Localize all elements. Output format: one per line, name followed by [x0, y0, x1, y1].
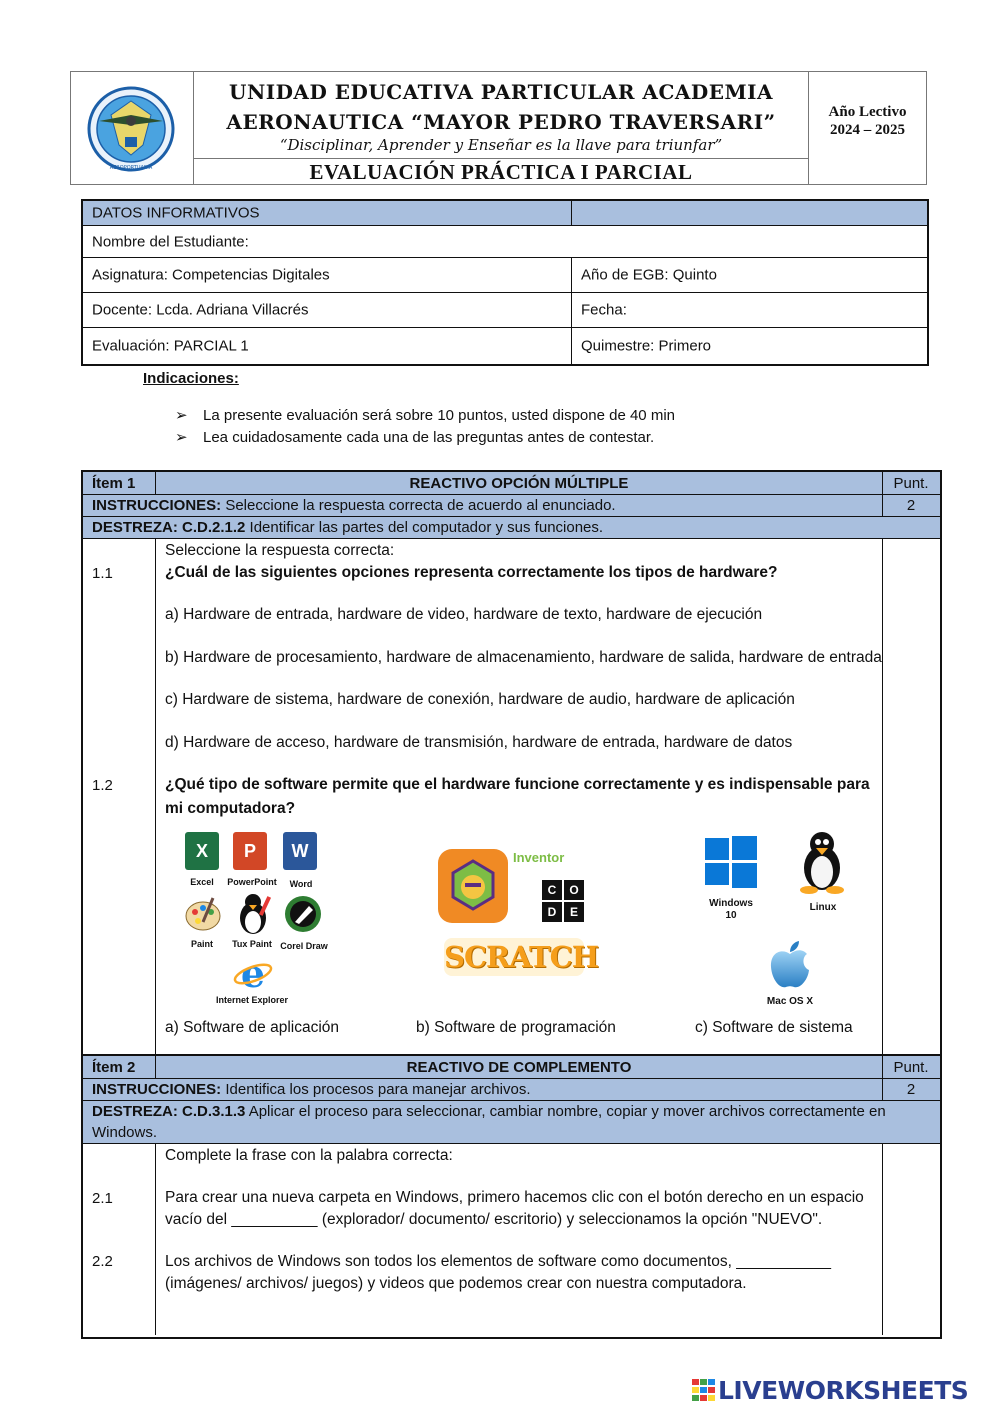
- mac-apple-icon: [768, 940, 812, 990]
- indication-item: ➢ Lea cuidadosamente cada una de las preguntas antes de contestar.: [175, 429, 655, 446]
- evaluation-row: [83, 328, 927, 364]
- student-name-field[interactable]: Nombre del Estudiante:: [92, 233, 249, 250]
- item2-title: REACTIVO DE COMPLEMENTO: [406, 1059, 632, 1076]
- item2-label: Ítem 2: [92, 1059, 136, 1076]
- school-name-line2: AERONAUTICA “MAYOR PEDRO TRAVERSARI”: [226, 110, 776, 134]
- item2-instructions: Identifica los procesos para manejar archivos.: [221, 1081, 531, 1098]
- document-header: [70, 71, 927, 185]
- evaluation-value: Evaluación: PARCIAL 1: [92, 337, 249, 355]
- school-name-line1: UNIDAD EDUCATIVA PARTICULAR ACADEMIA: [229, 80, 773, 104]
- question-number: 1.2: [92, 777, 113, 794]
- item1-intro: Seleccione la respuesta correcta:: [165, 542, 395, 559]
- subject-value: Asignatura: Competencias Digitales: [92, 266, 330, 284]
- teacher-row: [83, 293, 927, 328]
- evaluation-title: EVALUACIÓN PRÁCTICA I PARCIAL: [194, 158, 808, 185]
- student-name-row[interactable]: [83, 226, 927, 258]
- item1-table: [81, 470, 942, 1056]
- destreza-label: DESTREZA: C.D.3.1.3: [92, 1103, 246, 1120]
- term-value: Quimestre: Primero: [581, 337, 712, 355]
- app-inventor-icon: [438, 849, 508, 923]
- question-2-2-line1[interactable]: Los archivos de Windows son todos los elementos de software como documentos, ___________: [165, 1253, 832, 1270]
- option-1-1-c[interactable]: c) Hardware de sistema, hardware de conexión, hardware de audio, hardware de aplicación: [165, 691, 795, 708]
- school-motto: “Disciplinar, Aprender y Enseñar es la llave para triunfar”: [279, 136, 723, 154]
- windows-label: Windows: [709, 898, 753, 909]
- linux-label: Linux: [809, 902, 837, 913]
- windows-icon: [705, 836, 757, 888]
- item1-punt-label: Punt.: [893, 475, 929, 492]
- instructions-label: INSTRUCCIONES:: [92, 1081, 222, 1098]
- inventor-label: Inventor: [513, 850, 565, 865]
- item2-table: [81, 1056, 942, 1339]
- tux-paint-icon: [233, 892, 273, 936]
- teacher-value: Docente: Lcda. Adriana Villacrés: [92, 301, 309, 319]
- powerpoint-icon: P: [233, 832, 267, 870]
- question-number: 2.2: [92, 1253, 113, 1270]
- arrow-bullet-icon: ➢: [175, 429, 188, 446]
- item2-destreza: Aplicar el proceso para seleccionar, cambiar nombre, copiar y mover archivos correctamente en: [245, 1103, 886, 1120]
- item2-destreza-row: [83, 1101, 940, 1144]
- word-label: Word: [289, 879, 313, 889]
- grade-value: Año de EGB: Quinto: [581, 266, 717, 284]
- word-icon: W: [283, 832, 317, 870]
- item2-instructions-row: [83, 1079, 940, 1101]
- destreza-code: : C.D.2.1.2: [172, 519, 246, 536]
- excel-icon: X: [185, 832, 219, 870]
- mac-label: Mac OS X: [766, 996, 814, 1007]
- corel-draw-label: Corel Draw: [280, 941, 328, 951]
- option-1-2-a[interactable]: a) Software de aplicación: [165, 1019, 340, 1036]
- powerpoint-label: PowerPoint: [227, 877, 277, 887]
- internet-explorer-label: Internet Explorer: [215, 995, 289, 1005]
- question-1-2-line1: ¿Qué tipo de software permite que el hardware funcione correctamente y es indispensable para: [165, 776, 870, 793]
- item1-points: 2: [906, 497, 916, 514]
- paint-label: Paint: [190, 939, 213, 949]
- option-1-1-d[interactable]: d) Hardware de acceso, hardware de transmisión, hardware de entrada, hardware de datos: [165, 734, 793, 751]
- item2-destreza-line2: Windows.: [92, 1124, 158, 1141]
- item2-header-row: [83, 1056, 940, 1079]
- option-1-1-b[interactable]: b) Hardware de procesamiento, hardware de almacenamiento, hardware de salida, hardware de entrada: [165, 649, 882, 666]
- item1-header-row: [83, 472, 940, 495]
- option-1-2-b[interactable]: b) Software de programación: [416, 1019, 616, 1036]
- svg-text:e: e: [240, 954, 266, 992]
- indication-item: ➢ La presente evaluación será sobre 10 puntos, usted dispone de 40 min: [175, 407, 675, 424]
- question-1-2-line2: mi computadora?: [165, 800, 296, 817]
- student-info-table: [81, 199, 929, 366]
- item1-destreza-row: [83, 517, 940, 539]
- item2-points: 2: [906, 1081, 916, 1098]
- question-number: 1.1: [92, 565, 113, 582]
- info-section-header: [83, 201, 927, 226]
- programming-software-image: [438, 842, 598, 992]
- school-year-cell: [809, 72, 926, 184]
- school-year-value: 2024 – 2025: [830, 122, 905, 138]
- item1-instructions-row: [83, 495, 940, 517]
- item1-instructions: Seleccione la respuesta correcta de acuerdo al enunciado.: [221, 497, 616, 514]
- internet-explorer-icon: [233, 954, 273, 992]
- linux-icon: [791, 828, 853, 894]
- info-section-title: DATOS INFORMATIVOS: [92, 204, 260, 222]
- question-2-1-line2[interactable]: vacío del __________ (explorador/ documento/ escritorio) y seleccionamos la opción "NUEVO".: [165, 1211, 823, 1228]
- windows-version: 10: [725, 910, 737, 921]
- item1-title: REACTIVO OPCIÓN MÚLTIPLE: [409, 475, 629, 492]
- indications-title: Indicaciones:: [143, 370, 239, 387]
- title-cell: [194, 72, 809, 184]
- scratch-logo: SCRATCH: [444, 940, 599, 974]
- instructions-label: INSTRUCCIONES:: [92, 497, 222, 514]
- option-1-2-c[interactable]: c) Software de sistema: [695, 1019, 853, 1036]
- application-software-image: [177, 828, 327, 1008]
- subject-row: [83, 258, 927, 293]
- date-field[interactable]: Fecha:: [581, 301, 627, 319]
- destreza-label: DESTREZA: [92, 519, 173, 536]
- logo-cell: [71, 72, 194, 184]
- liveworksheets-logo-icon: [692, 1379, 716, 1401]
- arrow-bullet-icon: ➢: [175, 407, 188, 424]
- item1-label: Ítem 1: [92, 475, 136, 492]
- item1-destreza: Identificar las partes del computador y sus funciones.: [245, 519, 604, 536]
- system-software-image: [693, 828, 858, 1012]
- liveworksheets-text: LIVEWORKSHEETS: [718, 1376, 969, 1405]
- corel-draw-icon: [283, 894, 323, 934]
- question-2-1-line1: Para crear una nueva carpeta en Windows, primero hacemos clic con el botón derecho en un espacio: [165, 1189, 864, 1206]
- question-number: 2.1: [92, 1190, 113, 1207]
- question-2-2-line2: (imágenes/ archivos/ juegos) y videos que podemos crear con nuestra computadora.: [165, 1275, 747, 1292]
- school-year-label: Año Lectivo: [828, 104, 907, 120]
- school-logo: [81, 85, 181, 173]
- tux-paint-label: Tux Paint: [232, 939, 272, 949]
- logo-caption: AEROPORTUARIA: [109, 165, 153, 171]
- item2-punt-label: Punt.: [893, 1059, 929, 1076]
- code-org-icon: C O D E: [542, 880, 584, 922]
- option-1-1-a[interactable]: a) Hardware de entrada, hardware de video, hardware de texto, hardware de ejecución: [165, 606, 763, 623]
- item2-intro: Complete la frase con la palabra correcta:: [165, 1147, 453, 1164]
- question-1-1-text: ¿Cuál de las siguientes opciones representa correctamente los tipos de hardware?: [165, 564, 778, 581]
- excel-label: Excel: [190, 877, 214, 887]
- paint-icon: [183, 894, 223, 936]
